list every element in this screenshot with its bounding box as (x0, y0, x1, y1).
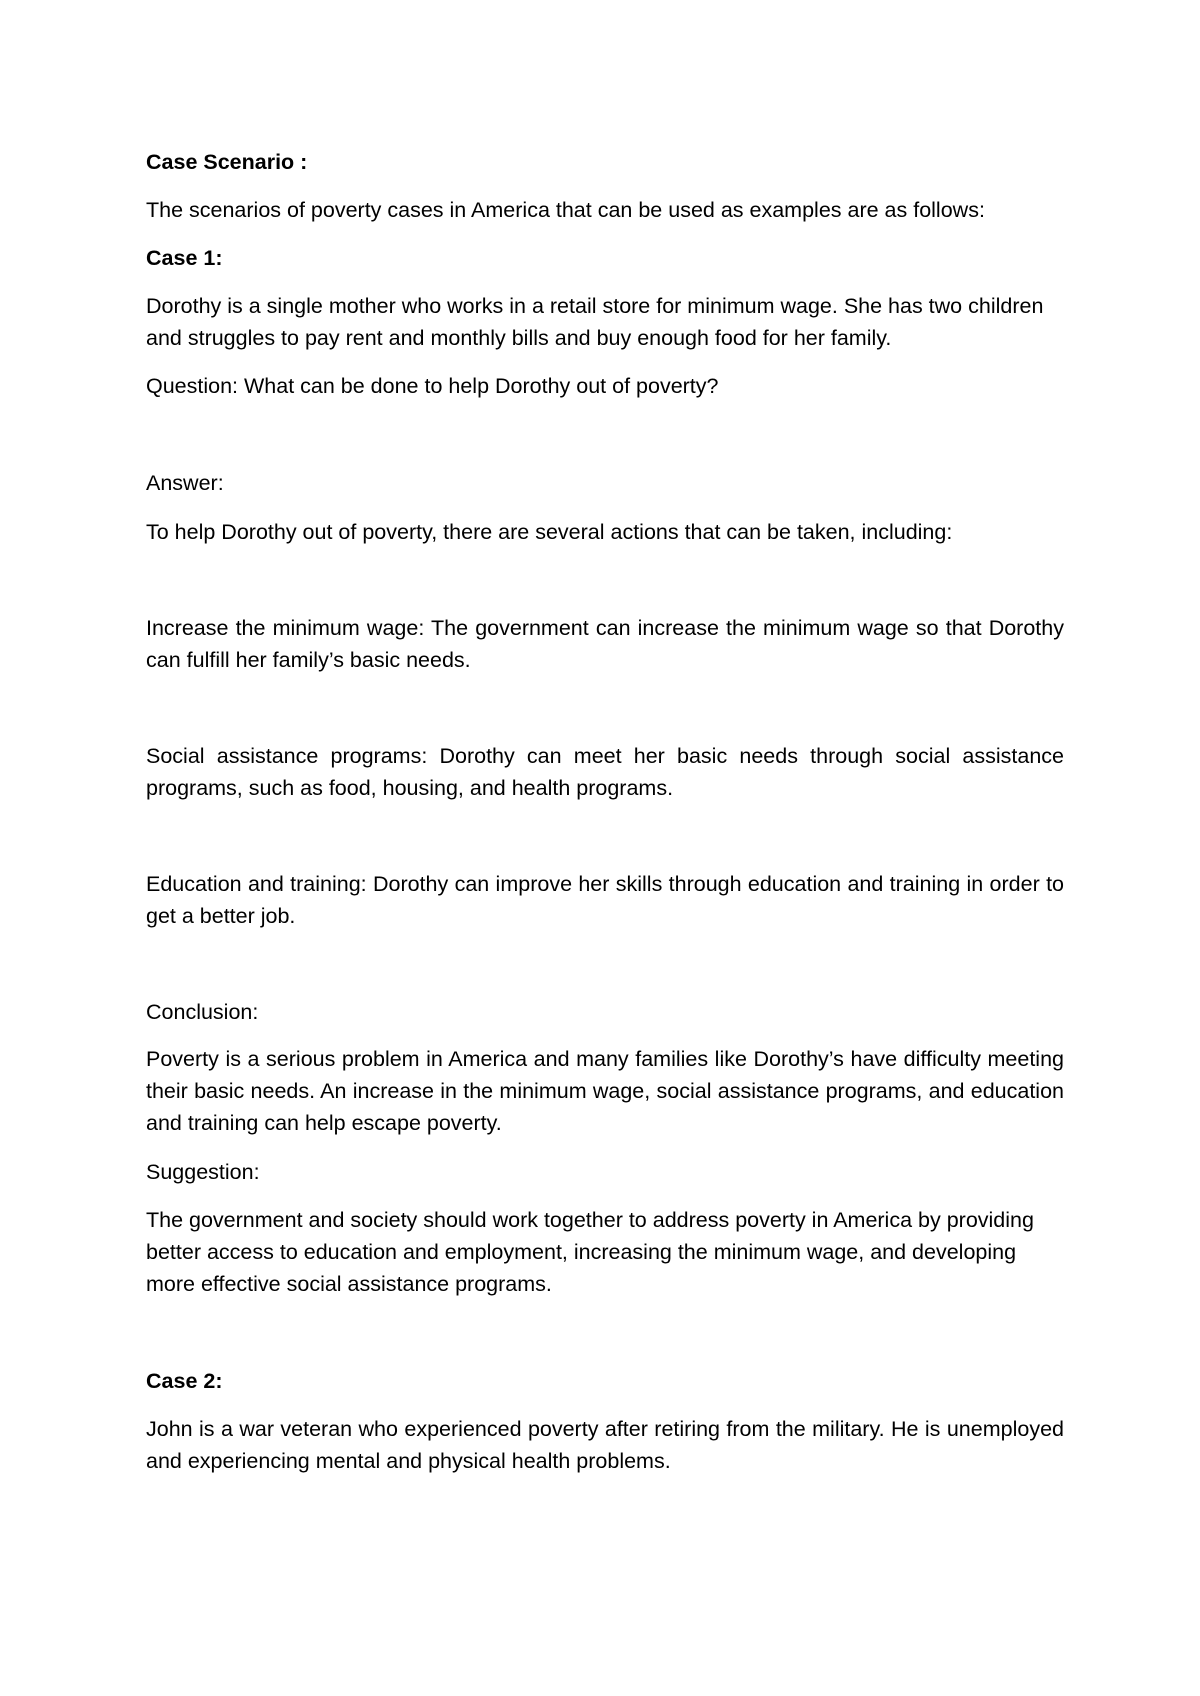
case-1-question: Question: What can be done to help Dorothy out of poverty? (146, 374, 719, 398)
suggestion-label: Suggestion: (146, 1160, 260, 1184)
intro-paragraph: The scenarios of poverty cases in America that can be used as examples are as follows: (146, 198, 985, 222)
case-2-description: John is a war veteran who experienced poverty after retiring from the military. He is unemployed and experiencing mental and physical health problems. (146, 1417, 1064, 1473)
case-1-description: Dorothy is a single mother who works in a retail store for minimum wage. She has two children and struggles to pay rent and monthly bills and buy enough food for her family. (146, 294, 1044, 350)
case-2-title: Case 2: (146, 1369, 223, 1393)
action-education-training: Education and training: Dorothy can improve her skills through education and training in order to get a better job. (146, 872, 1064, 928)
answer-label: Answer: (146, 471, 224, 495)
suggestion-paragraph: The government and society should work together to address poverty in America by providing better access to education and employment, increasing the minimum wage, and developing more effective social assistance programs. (146, 1208, 1034, 1296)
case-1-title: Case 1: (146, 246, 223, 270)
case-scenario-heading: Case Scenario : (146, 150, 308, 174)
action-social-assistance: Social assistance programs: Dorothy can meet her basic needs through social assistance programs, such as food, housing, and health programs. (146, 744, 1064, 800)
answer-intro: To help Dorothy out of poverty, there are several actions that can be taken, including: (146, 520, 953, 544)
conclusion-label: Conclusion: (146, 1000, 259, 1024)
conclusion-paragraph: Poverty is a serious problem in America and many families like Dorothy’s have difficulty meeting their basic needs. An increase in the minimum wage, social assistance programs, and education and training can help escape poverty. (146, 1047, 1064, 1135)
action-minimum-wage: Increase the minimum wage: The government can increase the minimum wage so that Dorothy can fulfill her family’s basic needs. (146, 616, 1064, 672)
